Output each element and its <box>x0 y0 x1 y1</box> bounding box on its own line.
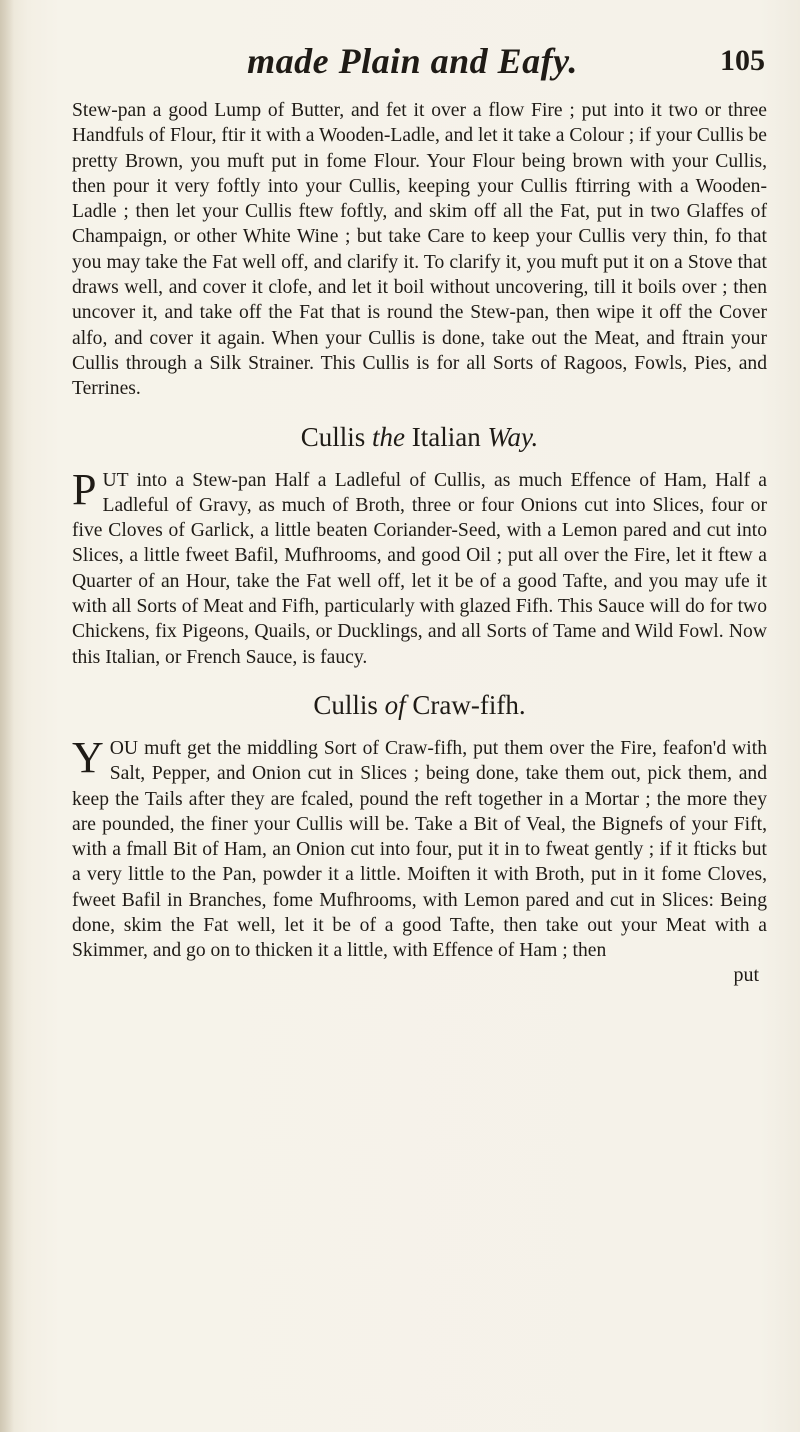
paragraph-text: OU muft get the middling Sort of Craw-fifh, put them over the Fire, feafon'd with Salt, Pepper, and Onion cut in Slices ; being done, take them out, pick them, and keep the Tails after they are fcaled, pound the reft together in a Mortar ; the more they are pounded, the finer your Cullis will be. Take a Bit of Veal, the Bignefs of your Fift, with a fmall Bit of Ham, an Onion cut into four, put it in to fweat gently ; if it fticks but a very little to the Pan, powder it a little. Moiften it with Broth, put in it fome Cloves, fweet Bafil in Branches, fome Mufhrooms, with Lemon pared and cut in Slices: Being done, skim the Fat well, let it be of a good Tafte, then take out your Meat with a Skimmer, and go on to thicken it a little, with Effence of Ham ; then <box>72 737 767 962</box>
heading-word: Cullis <box>300 421 366 452</box>
drop-cap: Y <box>72 732 104 782</box>
drop-cap: P <box>72 464 97 514</box>
heading-cullis-italian-way <box>72 422 767 452</box>
heading-word: Cullis <box>313 689 378 720</box>
heading-word: of <box>384 689 406 720</box>
paragraph-text: UT into a Stew-pan Half a Ladleful of Cullis, as much Effence of Ham, Half a Ladleful of Gravy, as much of Broth, three or four Onions cut into Slices, four or five Cloves of Garlick, a little beaten Coriander-Seed, with a Lemon pared and cut into Slices, a little fweet Bafil, Mufhrooms, and good Oil ; put all over the Fire, let it ftew a Quarter of an Hour, take the Fat well off, let it be of a good Tafte, and you may ufe it with all Sorts of Meat and Fifh, particularly with glazed Fifh. This Sauce will do for two Chickens, fix Pigeons, Quails, or Ducklings, and all Sorts of Tame and Wild Fowl. Now this Italian, or French Sauce, is faucy. <box>72 469 767 668</box>
catchword: put <box>733 963 759 986</box>
heading-cullis-of-craw-fish <box>72 690 767 720</box>
paragraph-craw-fish <box>72 732 767 964</box>
page-body <box>72 92 767 987</box>
page-header <box>60 40 765 80</box>
page-spine-shadow <box>0 0 14 1432</box>
paragraph-cullis-end: Stew-pan a good Lump of Butter, and fet it over a flow Fire ; put into it two or three Handfuls of Flour, ftir it with a Wooden-Ladle, and let it take a Colour ; if your Cullis be pretty Brown, you muft put in fome Flour. Your Flour being brown with your Cullis, then pour it very foftly into your Cullis, keeping your Cullis ftirring with a Wooden-Ladle ; then let your Cullis ftew foftly, and skim off all the Fat, put in two Glaffes of Champaign, or other White Wine ; but take Care to keep your Cullis very thin, fo that you may take the Fat well off, and clarify it. To clarify it, you muft put it on a Stove that draws well, and cover it clofe, and let it boil without uncovering, till it boils over ; then uncover it, and take off the Fat that is round the Stew-pan, then wipe it off the Cover alfo, and cover it again. When your Cullis is done, take out the Meat, and ftrain your Cullis through a Silk Strainer. This Cullis is for all Sorts of Ragoos, Fowls, Pies, and Terrines. <box>72 100 767 400</box>
heading-word: the <box>372 421 406 452</box>
running-title: made Plain and Eafy. <box>247 41 578 81</box>
heading-word: Italian <box>411 421 481 452</box>
page-number: 105 <box>720 44 765 77</box>
heading-word: Way. <box>487 421 539 452</box>
paragraph-italian-way <box>72 464 767 670</box>
heading-word: Craw-fifh. <box>412 689 526 720</box>
